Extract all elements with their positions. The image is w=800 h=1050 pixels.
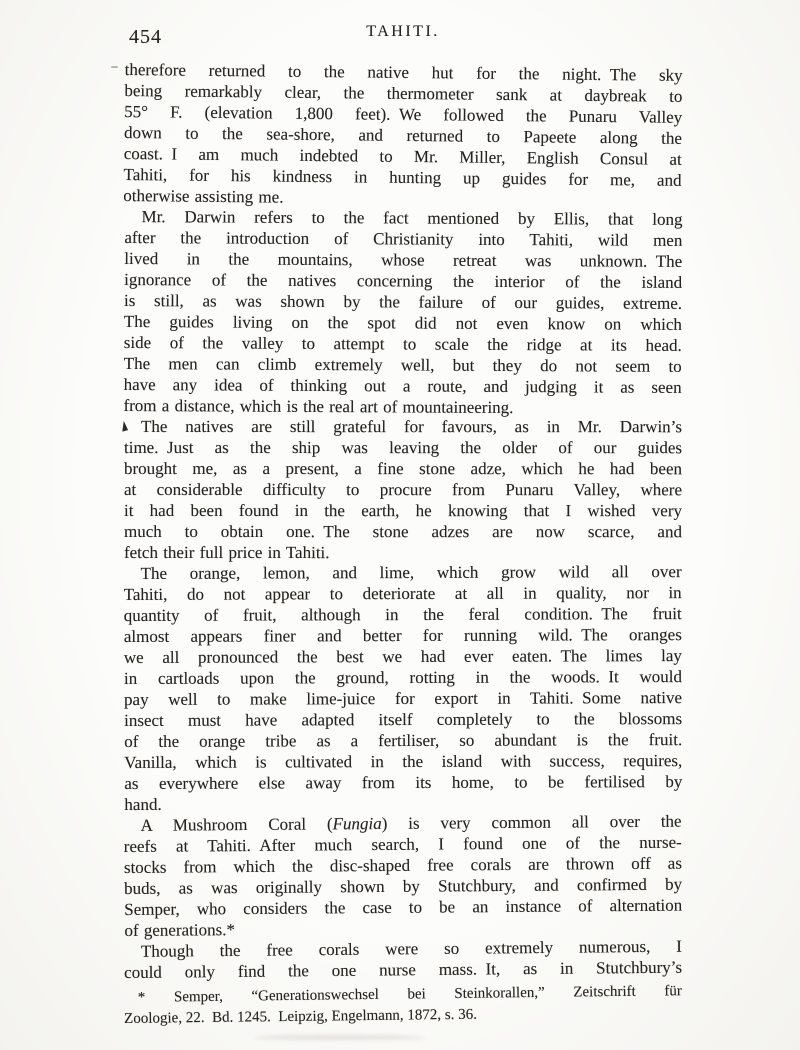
text-line: coast. I am much indebted to Mr. Miller, English Consul at xyxy=(123,143,682,169)
text-line: buds, as was originally shown by Stutchbury, and confirmed by xyxy=(124,874,683,898)
footnote-line: * Semper, “Generationswechsel bei Steinkorallen,” Zeitschrift für xyxy=(137,983,682,1006)
text-line: of generations.* xyxy=(124,920,236,940)
scan-smudge-artifact xyxy=(255,1035,425,1040)
text-line: we all pronounced the best we had ever eaten. The limes lay xyxy=(123,646,682,668)
paragraph-1 xyxy=(123,59,683,212)
text-segment: A Mushroom Coral ( xyxy=(140,814,333,835)
text-line: brought me, as a present, a fine stone adze, which he had been xyxy=(124,459,683,479)
text-line: after the introduction of Christianity into Tahiti, wild men xyxy=(124,228,683,250)
text-line: The guides living on the spot did not even know on which xyxy=(123,312,682,334)
species-name-italic: Fungia xyxy=(332,813,382,834)
text-line: much to obtain one. The stone adzes are now scarce, and xyxy=(123,522,682,542)
text-line: as everywhere else away from its home, to be fertilised by xyxy=(124,772,683,793)
text-line: fetch their full price in Tahiti. xyxy=(123,543,330,563)
page-number: 454 xyxy=(129,26,162,48)
text-line: Tahiti, do not appear to deteriorate at all in quality, nor in xyxy=(123,583,682,605)
text-line: Semper, who considers the case to be an instance of alternation xyxy=(124,895,683,919)
text-line: side of the valley to attempt to scale the ridge at its head. xyxy=(123,332,682,355)
text-line: The orange, lemon, and lime, which grow wild all over xyxy=(140,562,682,583)
text-line: in cartloads upon the ground, rotting in the woods. It would xyxy=(123,667,682,688)
text-line: Tahiti, for his kindness in hunting up guides for me, and xyxy=(123,164,682,190)
footnote xyxy=(124,981,682,1030)
paragraph-6 xyxy=(124,936,682,983)
running-head xyxy=(124,0,682,52)
footnote-line: Zoologie, 22. Bd. 1245. Leipzig, Engelmann, 1872, s. 36. xyxy=(124,1006,478,1027)
text-line: have any idea of thinking out a route, and judging it as seen xyxy=(123,374,682,397)
text-line: therefore returned to the native hut for the night. The sky xyxy=(124,60,683,85)
paragraph-4 xyxy=(124,561,683,815)
text-line: from a distance, which is the real art of mountaineering. xyxy=(123,395,514,418)
text-line: Though the free corals were so extremely numerous, I xyxy=(140,936,682,961)
running-title: TAHITI. xyxy=(366,23,440,40)
text-segment: ) is very common all over the xyxy=(381,811,682,833)
text-line: quantity of fruit, although in the feral condition. The fruit xyxy=(123,604,682,626)
scan-artifact-dash xyxy=(111,66,118,68)
text-line: of the orange tribe as a fertiliser, so abundant is the fruit. xyxy=(124,730,683,751)
text-line: otherwise assisting me. xyxy=(123,185,284,207)
text-line: insect must have adapted itself completely to the blossoms xyxy=(124,709,683,730)
paragraph-5 xyxy=(124,811,683,941)
text-line: The natives are still grateful for favours, as in Mr. Darwin’s xyxy=(141,417,683,437)
paragraph-2 xyxy=(123,206,682,419)
text-line: it had been found in the earth, he knowing that I wished very xyxy=(123,501,682,521)
text-line: time. Just as the ship was leaving the older of our guides xyxy=(124,438,683,458)
text-line: reefs at Tahiti. After much search, I found one of the nurse- xyxy=(123,832,682,857)
text-line: down to the sea-shore, and returned to Papeete along the xyxy=(123,123,683,148)
text-line: lived in the mountains, whose retreat was unknown. The xyxy=(124,249,683,271)
text-line: stocks from which the disc-shaped free corals are thrown off as xyxy=(123,853,682,878)
text-line: Vanilla, which is cultivated in the island with success, requires, xyxy=(124,751,683,772)
text-line: pay well to make lime-juice for export in Tahiti. Some native xyxy=(124,688,683,709)
text-line: Mr. Darwin refers to the fact mentioned by Ellis, that long xyxy=(141,207,683,229)
text-line: hand. xyxy=(124,794,162,814)
paragraph-3 xyxy=(124,416,682,563)
text-line: is still, as was shown by the failure of our guides, extreme. xyxy=(124,291,683,313)
text-line: almost appears finer and better for running wild. The oranges xyxy=(123,625,682,647)
page-body xyxy=(124,59,682,983)
text-line: The men can climb extremely well, but they do not seem to xyxy=(123,353,682,376)
text-line: 55° F. (elevation 1,800 feet). We followed the Punaru Valley xyxy=(124,102,683,127)
text-line: being remarkably clear, the thermometer sank at daybreak to xyxy=(124,81,683,106)
text-line: ignorance of the natives concerning the interior of the island xyxy=(124,270,683,292)
text-line: at considerable difficulty to procure from Punaru Valley, where xyxy=(123,480,683,500)
text-line: could only find the one nurse mass. It, as in Stutchbury’s xyxy=(124,957,683,982)
